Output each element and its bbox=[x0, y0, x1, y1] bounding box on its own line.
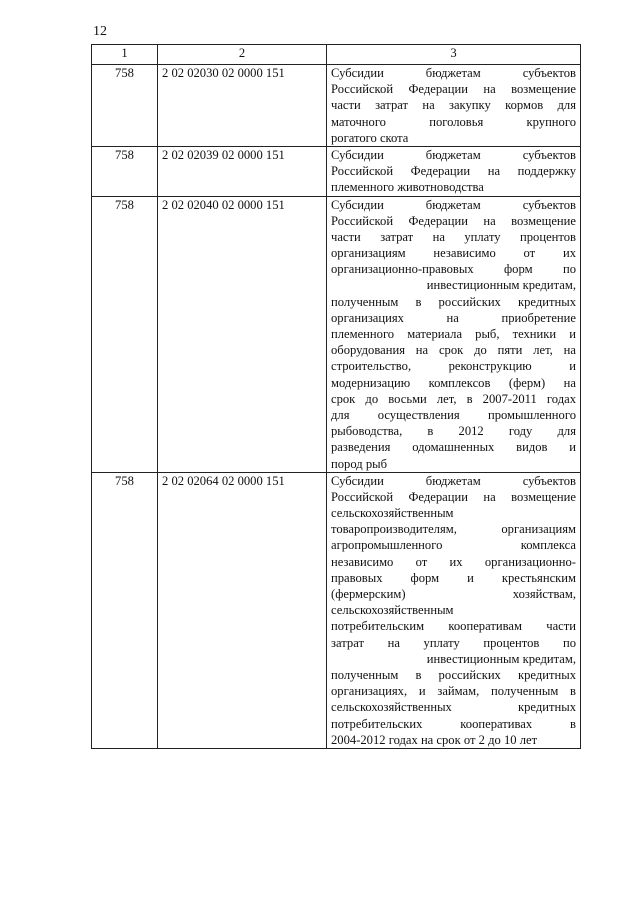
description-line: (фермерским) хозяйствам, bbox=[331, 587, 576, 601]
budget-code-cell: 2 02 02030 02 0000 151 bbox=[158, 65, 327, 147]
description-line: Субсидии бюджетам субъектов bbox=[331, 147, 576, 162]
description-line: инвестиционным кредитам, bbox=[426, 651, 576, 666]
description-line: правовых форм и крестьянским bbox=[331, 570, 576, 585]
description-line: маточного поголовья крупного bbox=[331, 114, 576, 129]
description-line: потребительским кооперативам части bbox=[331, 619, 576, 634]
description-line: потребительских кооперативах в bbox=[331, 716, 576, 731]
description-line: инвестиционным кредитам, bbox=[426, 278, 576, 293]
description-line: Субсидии бюджетам субъектов bbox=[331, 66, 576, 80]
description-line: полученным в российских кредитных bbox=[331, 294, 576, 309]
admin-code-cell: 758 bbox=[92, 65, 158, 147]
description-line: срок до восьми лет, в 2007-2011 годах bbox=[331, 391, 576, 406]
description-line: для осуществления промышленного bbox=[331, 407, 576, 422]
description-line: оборудования на срок до пяти лет, на bbox=[331, 343, 576, 358]
description-line: сельскохозяйственным bbox=[331, 603, 454, 618]
description-line: модернизацию комплексов (ферм) на bbox=[331, 375, 576, 390]
header-col-1: 1 bbox=[92, 45, 158, 65]
table-header-row bbox=[92, 45, 581, 65]
description-line: Российской Федерации на возмещение bbox=[331, 489, 576, 504]
table-row bbox=[92, 472, 581, 748]
description-cell bbox=[327, 472, 581, 748]
description-cell bbox=[327, 146, 581, 196]
admin-code-cell: 758 bbox=[92, 472, 158, 748]
header-col-3: 3 bbox=[327, 45, 581, 65]
description-line: Субсидии бюджетам субъектов bbox=[331, 473, 576, 488]
description-line: строительство, реконструкцию и bbox=[331, 359, 576, 374]
description-line: полученным в российских кредитных bbox=[331, 667, 576, 682]
description-line: племенного животноводства bbox=[331, 180, 484, 195]
description-line: рыбоводства, в 2012 году для bbox=[331, 424, 576, 439]
description-line: 2004-2012 годах на срок от 2 до 10 лет bbox=[331, 732, 538, 747]
description-line: независимо от их организационно- bbox=[331, 554, 576, 569]
description-line: агропромышленного комплекса bbox=[331, 538, 576, 553]
description-line: организационно-правовых форм по bbox=[331, 262, 576, 277]
description-line: организациях, и займам, полученным в bbox=[331, 684, 576, 699]
description-line: Российской Федерации на возмещение bbox=[331, 213, 576, 228]
description-line: товаропроизводителям, организациям bbox=[331, 522, 576, 537]
description-line: Российской Федерации на поддержку bbox=[331, 164, 576, 179]
description-line: Российской Федерации на возмещение bbox=[331, 82, 576, 97]
description-line: сельскохозяйственных кредитных bbox=[331, 700, 576, 715]
table-row bbox=[92, 65, 581, 147]
description-line: разведения одомашненных видов и bbox=[331, 440, 576, 455]
table-row bbox=[92, 196, 581, 472]
description-cell bbox=[327, 196, 581, 472]
budget-code-cell: 2 02 02039 02 0000 151 bbox=[158, 146, 327, 196]
admin-code-cell: 758 bbox=[92, 196, 158, 472]
page-number: 12 bbox=[93, 24, 107, 39]
table-row bbox=[92, 146, 581, 196]
description-line: части затрат на уплату процентов bbox=[331, 229, 576, 244]
description-line: организациях на приобретение bbox=[331, 310, 576, 325]
description-line: части затрат на закупку кормов для bbox=[331, 98, 576, 113]
description-line: сельскохозяйственным bbox=[331, 506, 454, 521]
description-cell bbox=[327, 65, 581, 147]
description-line: Субсидии бюджетам субъектов bbox=[331, 197, 576, 212]
description-line: племенного материала рыб, техники и bbox=[331, 327, 576, 341]
budget-code-cell: 2 02 02040 02 0000 151 bbox=[158, 196, 327, 472]
budget-code-cell: 2 02 02064 02 0000 151 bbox=[158, 472, 327, 748]
description-line: рогатого скота bbox=[331, 130, 409, 145]
header-col-2: 2 bbox=[158, 45, 327, 65]
admin-code-cell: 758 bbox=[92, 146, 158, 196]
description-line: организациям независимо от их bbox=[331, 246, 576, 261]
description-line: затрат на уплату процентов по bbox=[331, 635, 576, 650]
budget-classification-table bbox=[91, 44, 581, 749]
description-line: пород рыб bbox=[331, 456, 387, 471]
